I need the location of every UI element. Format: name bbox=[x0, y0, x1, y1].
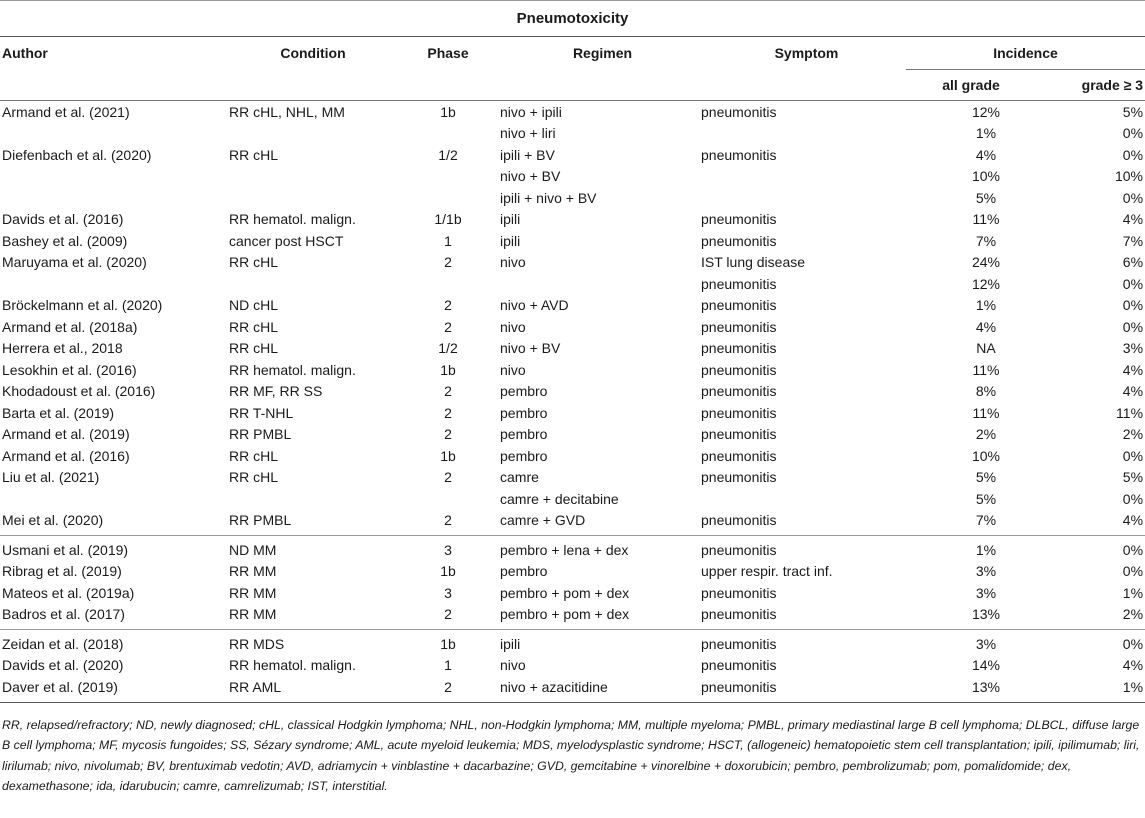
cell-symptom: pneumonitis bbox=[701, 383, 777, 400]
cell-phase: 3 bbox=[398, 536, 498, 561]
cell-symptom: pneumonitis bbox=[701, 404, 777, 421]
cell-author: Khodadoust et al. (2016) bbox=[2, 383, 156, 400]
cell-all: 11% bbox=[972, 211, 1000, 228]
table-row bbox=[0, 467, 1145, 489]
cell-g3: 3% bbox=[1122, 340, 1144, 357]
cell-g3: 4% bbox=[1122, 512, 1144, 529]
cell-regimen: nivo + azacitidine bbox=[498, 676, 701, 702]
table-body bbox=[0, 101, 1145, 703]
cell-regimen: ipili bbox=[500, 211, 521, 228]
cell-condition: RR PMBL bbox=[229, 512, 292, 529]
cell-author: Davids et al. (2020) bbox=[2, 657, 124, 674]
cell-g3: 0% bbox=[1122, 447, 1144, 464]
cell-regimen: ipili + nivo + BV bbox=[500, 189, 597, 206]
cell-symptom: pneumonitis bbox=[701, 361, 777, 378]
cell-symptom: pneumonitis bbox=[701, 584, 777, 601]
cell-all: 3% bbox=[975, 563, 997, 580]
cell-phase: 1b bbox=[440, 563, 456, 580]
cell-g3: 10% bbox=[1114, 168, 1144, 185]
cell-regimen: camre bbox=[500, 469, 539, 486]
table-row bbox=[0, 316, 1145, 338]
cell-symptom: pneumonitis bbox=[701, 630, 906, 655]
cell-symptom: pneumonitis bbox=[701, 297, 777, 314]
table-row bbox=[0, 252, 1145, 274]
table-row bbox=[0, 488, 1145, 510]
cell-condition bbox=[228, 273, 398, 295]
cell-g3: 0% bbox=[1122, 189, 1144, 206]
cell-phase: 1 bbox=[444, 232, 452, 249]
cell-author: Bröckelmann et al. (2020) bbox=[2, 297, 163, 314]
cell-author: Mateos et al. (2019a) bbox=[2, 584, 135, 601]
table-row bbox=[0, 582, 1145, 604]
cell-regimen: nivo bbox=[500, 657, 526, 674]
cell-condition bbox=[228, 166, 398, 188]
cell-phase: 1/2 bbox=[438, 146, 458, 163]
cell-regimen: nivo + BV bbox=[500, 340, 561, 357]
cell-symptom: pneumonitis bbox=[701, 232, 777, 249]
cell-author: Armand et al. (2019) bbox=[2, 426, 130, 443]
cell-condition: RR cHL bbox=[229, 318, 279, 335]
cell-g3: 0% bbox=[1122, 297, 1144, 314]
cell-phase: 1/1b bbox=[434, 211, 462, 228]
table-row bbox=[0, 230, 1145, 252]
cell-g3: 7% bbox=[1122, 232, 1144, 249]
cell-author: Usmani et al. (2019) bbox=[0, 536, 228, 561]
table-footnote: RR, relapsed/refractory; ND, newly diagnosed; cHL, classical Hodgkin lymphoma; NHL, non-Hodgkin lymphoma; MM, multiple myeloma; PMBL, primary mediastinal large B cell lymphoma; DLBCL, diffuse large B cell lymphoma; MF, mycosis fungoides; SS, Sézary syndrome; AML, acute myeloid leukemia; MDS, myelodysplastic syndrome; HSCT, (allogeneic) hematopoietic stem cell transplantation; ipili, ipilimumab; liri, lirilumab; nivo, nivolumab; BV, brentuximab vedotin; AVD, adriamycin + vinblastine + dacarbazine; GVD, gemcitabine + vinorelbine + doxorubicin; pembro, pembrolizumab; pom, pomalidomide; dex, dexamethasone; ida, idarubucin; camre, camrelizumab; IST, interstitial. bbox=[2, 717, 1140, 793]
cell-regimen: ipili bbox=[500, 232, 521, 249]
table-row bbox=[0, 359, 1145, 381]
cell-g3: 0% bbox=[1122, 490, 1144, 507]
cell-regimen: nivo + liri bbox=[500, 125, 556, 142]
cell-condition: cancer post HSCT bbox=[229, 232, 344, 249]
table-row bbox=[0, 402, 1145, 424]
cell-g3: 5% bbox=[1122, 469, 1144, 486]
table-title: Pneumotoxicity bbox=[0, 1, 1145, 37]
cell-all: 7% bbox=[975, 232, 997, 249]
cell-condition: RR MM bbox=[229, 606, 277, 623]
cell-phase bbox=[398, 488, 498, 510]
cell-all: NA bbox=[976, 340, 996, 357]
header-condition: Condition bbox=[280, 45, 346, 62]
cell-regimen: nivo + BV bbox=[500, 168, 561, 185]
cell-all: 7% bbox=[975, 512, 997, 529]
cell-condition: RR PMBL bbox=[229, 426, 292, 443]
cell-author bbox=[0, 488, 228, 510]
table-row bbox=[0, 445, 1145, 467]
cell-all: 11% bbox=[972, 404, 1000, 421]
table-row bbox=[0, 536, 1145, 561]
cell-all: 11% bbox=[972, 361, 1000, 378]
cell-all: 24% bbox=[971, 254, 1001, 271]
cell-phase: 1/2 bbox=[438, 340, 458, 357]
cell-g3: 0% bbox=[1122, 563, 1144, 580]
cell-phase: 1b bbox=[398, 630, 498, 655]
table-row bbox=[0, 338, 1145, 360]
table-row bbox=[0, 101, 1145, 123]
cell-regimen: nivo + AVD bbox=[500, 297, 569, 314]
cell-all: 4% bbox=[975, 318, 997, 335]
cell-symptom: pneumonitis bbox=[701, 512, 777, 529]
cell-author bbox=[0, 273, 228, 295]
cell-phase bbox=[398, 187, 498, 209]
cell-symptom: pneumonitis bbox=[701, 340, 777, 357]
cell-condition bbox=[228, 123, 398, 145]
cell-condition: RR MF, RR SS bbox=[229, 383, 323, 400]
header-regimen: Regimen bbox=[572, 45, 633, 62]
cell-regimen: pembro bbox=[500, 404, 548, 421]
cell-symptom: pneumonitis bbox=[701, 657, 777, 674]
cell-symptom: pneumonitis bbox=[701, 469, 777, 486]
cell-phase: 2 bbox=[444, 606, 452, 623]
cell-g3: 1% bbox=[1036, 676, 1145, 702]
cell-g3: 0% bbox=[1122, 125, 1144, 142]
cell-regimen: pembro bbox=[500, 383, 548, 400]
table-row bbox=[0, 604, 1145, 630]
cell-condition: RR hematol. malign. bbox=[229, 657, 356, 674]
cell-g3: 11% bbox=[1116, 404, 1144, 421]
table-row bbox=[0, 273, 1145, 295]
cell-author: Herrera et al., 2018 bbox=[2, 340, 123, 357]
cell-author bbox=[0, 187, 228, 209]
cell-regimen: pembro + pom + dex bbox=[500, 606, 630, 623]
cell-author bbox=[0, 166, 228, 188]
cell-author: Daver et al. (2019) bbox=[0, 676, 228, 702]
cell-phase: 1b bbox=[440, 361, 456, 378]
cell-condition bbox=[228, 187, 398, 209]
cell-phase: 2 bbox=[444, 404, 452, 421]
cell-phase: 2 bbox=[444, 426, 452, 443]
cell-g3: 4% bbox=[1122, 211, 1144, 228]
cell-regimen: nivo + ipili bbox=[500, 103, 562, 120]
table-row bbox=[0, 381, 1145, 403]
cell-regimen: ipili + BV bbox=[500, 146, 555, 163]
cell-symptom bbox=[701, 488, 906, 510]
header-author: Author bbox=[2, 45, 48, 62]
cell-symptom: pneumonitis bbox=[701, 275, 777, 292]
table-row bbox=[0, 630, 1145, 655]
cell-g3: 0% bbox=[1036, 630, 1145, 655]
cell-regimen: pembro + pom + dex bbox=[500, 584, 630, 601]
cell-regimen: pembro bbox=[500, 426, 548, 443]
cell-regimen: nivo bbox=[500, 318, 526, 335]
cell-g3: 5% bbox=[1122, 103, 1144, 120]
table-row bbox=[0, 144, 1145, 166]
cell-phase: 2 bbox=[444, 318, 452, 335]
cell-all: 3% bbox=[975, 584, 997, 601]
cell-condition: RR cHL bbox=[229, 447, 279, 464]
cell-symptom bbox=[701, 187, 906, 209]
header-grade3: grade ≥ 3 bbox=[1081, 77, 1144, 93]
table-row bbox=[0, 295, 1145, 317]
header-all-grade: all grade bbox=[942, 77, 1000, 93]
cell-symptom: pneumonitis bbox=[701, 676, 906, 702]
cell-author: Davids et al. (2016) bbox=[2, 211, 124, 228]
cell-all: 12% bbox=[971, 103, 1001, 120]
cell-condition: RR MM bbox=[229, 584, 277, 601]
cell-g3: 0% bbox=[1122, 146, 1144, 163]
cell-condition bbox=[228, 488, 398, 510]
cell-g3: 4% bbox=[1122, 657, 1144, 674]
cell-phase: 2 bbox=[444, 512, 452, 529]
cell-author: Liu et al. (2021) bbox=[2, 469, 100, 486]
table-row bbox=[0, 655, 1145, 677]
cell-symptom: pneumonitis bbox=[701, 211, 777, 228]
cell-g3: 6% bbox=[1122, 254, 1144, 271]
cell-phase: 2 bbox=[444, 469, 452, 486]
cell-g3: 0% bbox=[1122, 318, 1144, 335]
cell-all: 3% bbox=[906, 630, 1036, 655]
cell-all: 5% bbox=[975, 189, 997, 206]
cell-condition: RR cHL, NHL, MM bbox=[229, 103, 345, 120]
cell-author: Barta et al. (2019) bbox=[2, 404, 115, 421]
cell-condition: RR cHL bbox=[229, 340, 279, 357]
cell-all: 5% bbox=[975, 469, 997, 486]
cell-phase bbox=[398, 273, 498, 295]
cell-regimen: ipili bbox=[498, 630, 701, 655]
cell-author: Zeidan et al. (2018) bbox=[0, 630, 228, 655]
cell-condition: ND MM bbox=[228, 536, 398, 561]
cell-symptom: pneumonitis bbox=[701, 447, 777, 464]
cell-author: Maruyama et al. (2020) bbox=[2, 254, 147, 271]
cell-condition: RR hematol. malign. bbox=[229, 361, 356, 378]
cell-condition: RR cHL bbox=[229, 469, 279, 486]
cell-regimen: pembro bbox=[500, 563, 548, 580]
cell-author: Armand et al. (2021) bbox=[2, 103, 130, 120]
cell-symptom bbox=[701, 123, 906, 145]
cell-condition: RR AML bbox=[228, 676, 398, 702]
header-symptom: Symptom bbox=[774, 45, 839, 62]
table-row bbox=[0, 510, 1145, 536]
header-phase: Phase bbox=[427, 45, 469, 62]
cell-symptom: pneumonitis bbox=[701, 426, 777, 443]
cell-author: Lesokhin et al. (2016) bbox=[2, 361, 137, 378]
cell-regimen: camre + decitabine bbox=[500, 490, 619, 507]
cell-author bbox=[0, 123, 228, 145]
cell-symptom: pneumonitis bbox=[701, 606, 777, 623]
cell-condition: RR MM bbox=[229, 563, 277, 580]
cell-condition: RR hematol. malign. bbox=[229, 211, 356, 228]
cell-g3: 4% bbox=[1122, 383, 1144, 400]
cell-symptom bbox=[701, 166, 906, 188]
table-row bbox=[0, 676, 1145, 702]
cell-regimen: nivo bbox=[500, 254, 526, 271]
cell-all: 5% bbox=[975, 490, 997, 507]
cell-symptom: IST lung disease bbox=[701, 254, 806, 271]
cell-g3: 0% bbox=[1036, 536, 1145, 561]
cell-regimen: pembro + lena + dex bbox=[498, 536, 701, 561]
cell-all: 13% bbox=[906, 676, 1036, 702]
cell-author: Ribrag et al. (2019) bbox=[2, 563, 122, 580]
cell-author: Diefenbach et al. (2020) bbox=[2, 146, 152, 163]
cell-all: 13% bbox=[971, 606, 1001, 623]
cell-phase bbox=[398, 166, 498, 188]
cell-author: Armand et al. (2016) bbox=[2, 447, 130, 464]
cell-g3: 2% bbox=[1122, 426, 1144, 443]
cell-all: 1% bbox=[975, 125, 997, 142]
cell-symptom: pneumonitis bbox=[701, 103, 777, 120]
cell-condition: RR MDS bbox=[228, 630, 398, 655]
cell-phase: 3 bbox=[444, 584, 452, 601]
cell-regimen: pembro bbox=[500, 447, 548, 464]
cell-g3: 2% bbox=[1122, 606, 1144, 623]
cell-author: Badros et al. (2017) bbox=[2, 606, 125, 623]
cell-phase: 1b bbox=[440, 447, 456, 464]
cell-g3: 0% bbox=[1122, 275, 1144, 292]
cell-all: 1% bbox=[906, 536, 1036, 561]
cell-condition: RR T-NHL bbox=[229, 404, 294, 421]
cell-phase: 2 bbox=[444, 383, 452, 400]
cell-g3: 1% bbox=[1122, 584, 1144, 601]
cell-author: Bashey et al. (2009) bbox=[2, 232, 128, 249]
cell-condition: ND cHL bbox=[229, 297, 279, 314]
cell-phase: 1b bbox=[440, 103, 456, 120]
cell-condition: RR cHL bbox=[229, 146, 279, 163]
cell-condition: RR cHL bbox=[229, 254, 279, 271]
cell-regimen bbox=[498, 273, 701, 295]
cell-symptom: pneumonitis bbox=[701, 146, 777, 163]
table-row bbox=[0, 187, 1145, 209]
table-row bbox=[0, 424, 1145, 446]
cell-all: 14% bbox=[971, 657, 1001, 674]
cell-all: 12% bbox=[971, 275, 1001, 292]
cell-author: Mei et al. (2020) bbox=[2, 512, 104, 529]
cell-regimen: camre + GVD bbox=[500, 512, 586, 529]
cell-all: 10% bbox=[971, 168, 1001, 185]
table-row bbox=[0, 209, 1145, 231]
cell-all: 8% bbox=[975, 383, 997, 400]
cell-symptom: pneumonitis bbox=[701, 318, 777, 335]
cell-phase bbox=[398, 123, 498, 145]
header-incidence: Incidence bbox=[906, 37, 1145, 70]
cell-all: 1% bbox=[975, 297, 997, 314]
cell-all: 10% bbox=[971, 447, 1001, 464]
cell-phase: 2 bbox=[444, 297, 452, 314]
cell-phase: 2 bbox=[444, 254, 452, 271]
table-row bbox=[0, 123, 1145, 145]
cell-phase: 1 bbox=[444, 657, 452, 674]
cell-g3: 4% bbox=[1122, 361, 1144, 378]
cell-phase: 2 bbox=[398, 676, 498, 702]
cell-regimen: nivo bbox=[500, 361, 526, 378]
table-row bbox=[0, 561, 1145, 583]
cell-all: 4% bbox=[975, 146, 997, 163]
cell-author: Armand et al. (2018a) bbox=[2, 318, 138, 335]
cell-symptom: upper respir. tract inf. bbox=[701, 563, 833, 580]
cell-symptom: pneumonitis bbox=[701, 536, 906, 561]
table-row bbox=[0, 166, 1145, 188]
cell-all: 2% bbox=[975, 426, 997, 443]
